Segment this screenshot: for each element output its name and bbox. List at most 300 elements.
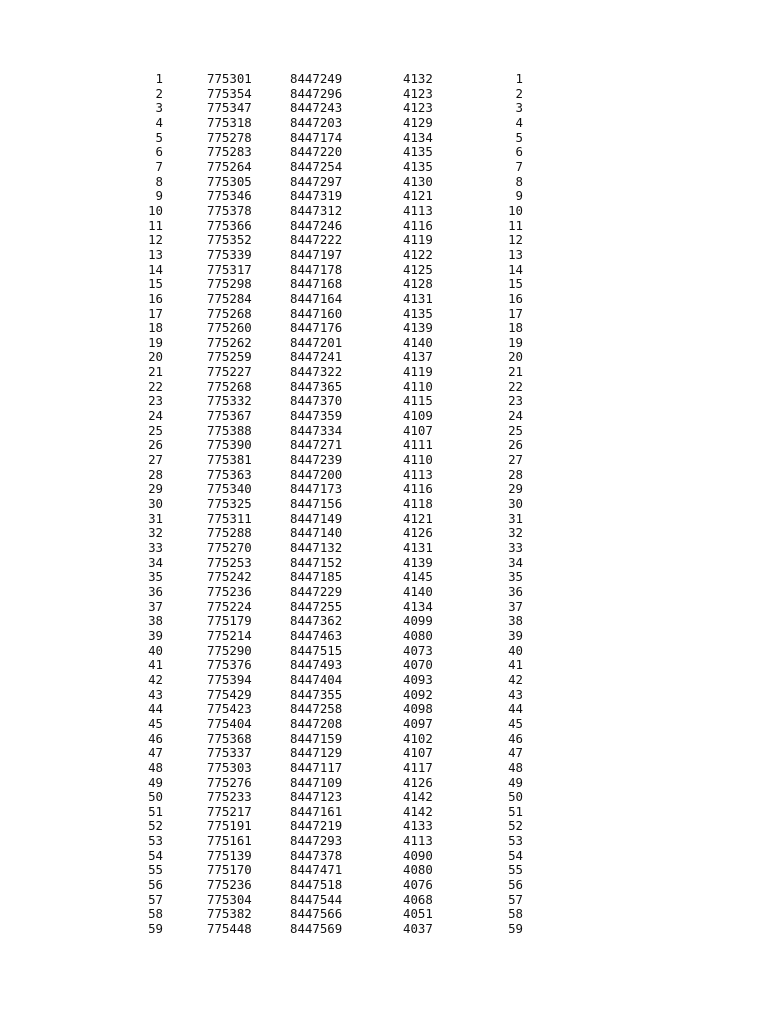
row-index-right: 59	[508, 921, 523, 937]
table-row	[0, 585, 768, 600]
col-value-c: 4107	[403, 422, 433, 438]
row-index: 10	[148, 202, 163, 218]
row-index: 14	[148, 261, 163, 277]
col-value-c: 4110	[403, 378, 433, 394]
row-index-right: 35	[508, 569, 523, 585]
col-value-a: 775270	[207, 540, 252, 555]
col-value-b: 8447515	[290, 642, 343, 658]
row-index: 12	[148, 232, 163, 248]
col-value-c: 4125	[403, 261, 433, 277]
col-value-a: 775404	[207, 715, 252, 731]
row-index: 50	[148, 789, 163, 805]
table-row	[0, 131, 768, 146]
table-row	[0, 482, 768, 497]
col-value-a: 775346	[207, 188, 252, 204]
col-value-c: 4132	[403, 71, 433, 86]
row-index-right: 16	[508, 290, 523, 306]
table-row	[0, 922, 768, 937]
col-value-a: 775366	[207, 217, 252, 233]
col-value-b: 8447176	[290, 320, 343, 336]
row-index: 23	[148, 393, 163, 409]
row-index: 37	[148, 598, 163, 614]
table-row	[0, 834, 768, 849]
col-value-c: 4139	[403, 320, 433, 336]
col-value-b: 8447569	[290, 921, 343, 937]
table-row	[0, 644, 768, 659]
row-index-right: 34	[508, 554, 523, 570]
table-row	[0, 805, 768, 820]
table-row	[0, 878, 768, 893]
col-value-c: 4093	[403, 671, 433, 687]
col-value-b: 8447185	[290, 569, 343, 585]
col-value-a: 775253	[207, 554, 252, 570]
col-value-b: 8447312	[290, 202, 343, 218]
table-row	[0, 248, 768, 263]
row-index-right: 23	[508, 393, 523, 409]
row-index: 35	[148, 569, 163, 585]
table-row	[0, 409, 768, 424]
col-value-a: 775268	[207, 305, 252, 321]
table-row	[0, 600, 768, 615]
col-value-a: 775276	[207, 774, 252, 790]
col-value-b: 8447463	[290, 627, 343, 643]
col-value-b: 8447168	[290, 276, 343, 292]
row-index: 21	[148, 364, 163, 380]
col-value-c: 4073	[403, 642, 433, 658]
col-value-b: 8447219	[290, 818, 343, 834]
col-value-a: 775339	[207, 246, 252, 262]
col-value-c: 4111	[403, 437, 433, 453]
row-index: 27	[148, 452, 163, 468]
row-index-right: 42	[508, 671, 523, 687]
col-value-a: 775283	[207, 144, 252, 160]
row-index: 3	[155, 100, 163, 116]
row-index: 36	[148, 583, 163, 599]
table-row	[0, 263, 768, 278]
col-value-a: 775290	[207, 642, 252, 658]
row-index: 4	[155, 114, 163, 130]
col-value-b: 8447296	[290, 85, 343, 101]
col-value-b: 8447255	[290, 598, 343, 614]
table-row	[0, 175, 768, 190]
row-index: 38	[148, 613, 163, 629]
row-index-right: 40	[508, 642, 523, 658]
col-value-b: 8447229	[290, 583, 343, 599]
col-value-b: 8447152	[290, 554, 343, 570]
col-value-a: 775191	[207, 818, 252, 834]
row-index-right: 25	[508, 422, 523, 438]
col-value-b: 8447208	[290, 715, 343, 731]
row-index: 11	[148, 217, 163, 233]
row-index-right: 43	[508, 686, 523, 702]
table-row	[0, 72, 768, 87]
col-value-c: 4109	[403, 408, 433, 424]
table-row	[0, 893, 768, 908]
row-index: 30	[148, 496, 163, 512]
col-value-c: 4116	[403, 217, 433, 233]
row-index: 22	[148, 378, 163, 394]
col-value-a: 775367	[207, 408, 252, 424]
table-row	[0, 497, 768, 512]
col-value-a: 775259	[207, 349, 252, 365]
row-index-right: 44	[508, 701, 523, 717]
table-row	[0, 350, 768, 365]
row-index: 51	[148, 803, 163, 819]
row-index-right: 47	[508, 745, 523, 761]
row-index-right: 22	[508, 378, 523, 394]
table-row	[0, 717, 768, 732]
table-row	[0, 614, 768, 629]
col-value-c: 4115	[403, 393, 433, 409]
table-row	[0, 101, 768, 116]
table-row	[0, 394, 768, 409]
table-row	[0, 790, 768, 805]
col-value-c: 4128	[403, 276, 433, 292]
col-value-b: 8447254	[290, 158, 343, 174]
col-value-b: 8447322	[290, 364, 343, 380]
row-index-right: 52	[508, 818, 523, 834]
col-value-b: 8447197	[290, 246, 343, 262]
col-value-b: 8447174	[290, 129, 343, 145]
table-row	[0, 688, 768, 703]
row-index: 18	[148, 320, 163, 336]
row-index-right: 17	[508, 305, 523, 321]
table-row	[0, 424, 768, 439]
col-value-b: 8447129	[290, 745, 343, 761]
table-row	[0, 629, 768, 644]
row-index-right: 12	[508, 232, 523, 248]
row-index-right: 28	[508, 466, 523, 482]
row-index-right: 18	[508, 320, 523, 336]
col-value-a: 775304	[207, 891, 252, 907]
col-value-a: 775301	[207, 71, 252, 86]
table-row	[0, 761, 768, 776]
col-value-c: 4116	[403, 481, 433, 497]
row-index-right: 32	[508, 525, 523, 541]
col-value-b: 8447203	[290, 114, 343, 130]
row-index: 15	[148, 276, 163, 292]
table-row	[0, 907, 768, 922]
row-index: 8	[155, 173, 163, 189]
col-value-b: 8447149	[290, 510, 343, 526]
table-row	[0, 292, 768, 307]
row-index-right: 54	[508, 847, 523, 863]
col-value-c: 4119	[403, 232, 433, 248]
row-index-right: 33	[508, 540, 523, 555]
col-value-b: 8447359	[290, 408, 343, 424]
col-value-a: 775284	[207, 290, 252, 306]
col-value-b: 8447109	[290, 774, 343, 790]
row-index-right: 41	[508, 657, 523, 673]
table-row	[0, 204, 768, 219]
col-value-b: 8447362	[290, 613, 343, 629]
col-value-a: 775317	[207, 261, 252, 277]
col-value-c: 4135	[403, 305, 433, 321]
col-value-c: 4126	[403, 774, 433, 790]
col-value-c: 4113	[403, 202, 433, 218]
row-index-right: 21	[508, 364, 523, 380]
row-index-right: 15	[508, 276, 523, 292]
table-row	[0, 438, 768, 453]
table-row	[0, 336, 768, 351]
col-value-a: 775394	[207, 671, 252, 687]
col-value-a: 775236	[207, 877, 252, 893]
col-value-c: 4090	[403, 847, 433, 863]
col-value-a: 775264	[207, 158, 252, 174]
col-value-c: 4131	[403, 290, 433, 306]
row-index: 42	[148, 671, 163, 687]
col-value-c: 4142	[403, 789, 433, 805]
table-row	[0, 365, 768, 380]
col-value-b: 8447117	[290, 759, 343, 775]
col-value-c: 4037	[403, 921, 433, 937]
row-index-right: 29	[508, 481, 523, 497]
table-row	[0, 863, 768, 878]
col-value-c: 4129	[403, 114, 433, 130]
row-index: 5	[155, 129, 163, 145]
row-index-right: 3	[515, 100, 523, 116]
col-value-a: 775368	[207, 730, 252, 746]
col-value-c: 4080	[403, 627, 433, 643]
col-value-c: 4126	[403, 525, 433, 541]
table-row	[0, 321, 768, 336]
row-index: 1	[155, 71, 163, 86]
col-value-c: 4117	[403, 759, 433, 775]
table-row	[0, 702, 768, 717]
table-row	[0, 819, 768, 834]
table-row	[0, 526, 768, 541]
col-value-c: 4140	[403, 583, 433, 599]
col-value-a: 775305	[207, 173, 252, 189]
row-index: 24	[148, 408, 163, 424]
col-value-a: 775139	[207, 847, 252, 863]
col-value-c: 4140	[403, 334, 433, 350]
col-value-a: 775354	[207, 85, 252, 101]
row-index-right: 10	[508, 202, 523, 218]
col-value-c: 4134	[403, 129, 433, 145]
table-row	[0, 116, 768, 131]
row-index-right: 27	[508, 452, 523, 468]
row-index-right: 24	[508, 408, 523, 424]
col-value-b: 8447222	[290, 232, 343, 248]
row-index: 32	[148, 525, 163, 541]
col-value-a: 775390	[207, 437, 252, 453]
col-value-b: 8447178	[290, 261, 343, 277]
table-row	[0, 277, 768, 292]
col-value-b: 8447319	[290, 188, 343, 204]
col-value-b: 8447518	[290, 877, 343, 893]
row-index: 2	[155, 85, 163, 101]
table-row	[0, 541, 768, 556]
row-index: 41	[148, 657, 163, 673]
col-value-b: 8447355	[290, 686, 343, 702]
col-value-a: 775242	[207, 569, 252, 585]
col-value-c: 4051	[403, 906, 433, 922]
row-index-right: 50	[508, 789, 523, 805]
col-value-a: 775268	[207, 378, 252, 394]
col-value-b: 8447370	[290, 393, 343, 409]
row-index-right: 58	[508, 906, 523, 922]
col-value-a: 775311	[207, 510, 252, 526]
col-value-a: 775363	[207, 466, 252, 482]
row-index-right: 31	[508, 510, 523, 526]
col-value-c: 4130	[403, 173, 433, 189]
col-value-a: 775303	[207, 759, 252, 775]
table-row	[0, 145, 768, 160]
col-value-a: 775388	[207, 422, 252, 438]
col-value-c: 4098	[403, 701, 433, 717]
col-value-b: 8447271	[290, 437, 343, 453]
table-row	[0, 556, 768, 571]
row-index-right: 2	[515, 85, 523, 101]
row-index-right: 36	[508, 583, 523, 599]
col-value-b: 8447544	[290, 891, 343, 907]
col-value-a: 775224	[207, 598, 252, 614]
table-row	[0, 468, 768, 483]
row-index: 58	[148, 906, 163, 922]
col-value-a: 775214	[207, 627, 252, 643]
row-index: 53	[148, 833, 163, 849]
row-index: 16	[148, 290, 163, 306]
col-value-c: 4135	[403, 158, 433, 174]
table-row	[0, 380, 768, 395]
row-index-right: 48	[508, 759, 523, 775]
row-index-right: 6	[515, 144, 523, 160]
col-value-b: 8447123	[290, 789, 343, 805]
table-row	[0, 746, 768, 761]
col-value-a: 775352	[207, 232, 252, 248]
col-value-c: 4121	[403, 188, 433, 204]
row-index: 6	[155, 144, 163, 160]
col-value-a: 775340	[207, 481, 252, 497]
col-value-b: 8447246	[290, 217, 343, 233]
row-index-right: 14	[508, 261, 523, 277]
row-index: 25	[148, 422, 163, 438]
col-value-c: 4139	[403, 554, 433, 570]
row-index-right: 8	[515, 173, 523, 189]
col-value-c: 4137	[403, 349, 433, 365]
table-row	[0, 849, 768, 864]
col-value-b: 8447239	[290, 452, 343, 468]
row-index: 45	[148, 715, 163, 731]
table-row	[0, 87, 768, 102]
row-index-right: 20	[508, 349, 523, 365]
col-value-a: 775236	[207, 583, 252, 599]
row-index: 43	[148, 686, 163, 702]
col-value-a: 775332	[207, 393, 252, 409]
row-index-right: 1	[515, 71, 523, 86]
col-value-a: 775170	[207, 862, 252, 878]
col-value-b: 8447404	[290, 671, 343, 687]
col-value-c: 4097	[403, 715, 433, 731]
col-value-a: 775448	[207, 921, 252, 937]
col-value-b: 8447566	[290, 906, 343, 922]
col-value-b: 8447365	[290, 378, 343, 394]
row-index: 7	[155, 158, 163, 174]
row-index: 49	[148, 774, 163, 790]
col-value-c: 4092	[403, 686, 433, 702]
row-index: 55	[148, 862, 163, 878]
row-index: 33	[148, 540, 163, 555]
col-value-a: 775381	[207, 452, 252, 468]
row-index: 54	[148, 847, 163, 863]
col-value-b: 8447258	[290, 701, 343, 717]
col-value-c: 4135	[403, 144, 433, 160]
col-value-b: 8447334	[290, 422, 343, 438]
col-value-a: 775227	[207, 364, 252, 380]
col-value-c: 4121	[403, 510, 433, 526]
col-value-c: 4076	[403, 877, 433, 893]
row-index: 34	[148, 554, 163, 570]
table-row	[0, 658, 768, 673]
col-value-c: 4113	[403, 833, 433, 849]
col-value-b: 8447164	[290, 290, 343, 306]
row-index: 52	[148, 818, 163, 834]
col-value-c: 4099	[403, 613, 433, 629]
col-value-a: 775376	[207, 657, 252, 673]
col-value-a: 775325	[207, 496, 252, 512]
table-row	[0, 453, 768, 468]
table-row	[0, 732, 768, 747]
col-value-c: 4119	[403, 364, 433, 380]
row-index: 44	[148, 701, 163, 717]
row-index-right: 46	[508, 730, 523, 746]
col-value-a: 775179	[207, 613, 252, 629]
col-value-c: 4142	[403, 803, 433, 819]
col-value-b: 8447132	[290, 540, 343, 555]
table-row	[0, 776, 768, 791]
col-value-a: 775260	[207, 320, 252, 336]
row-index-right: 13	[508, 246, 523, 262]
col-value-c: 4134	[403, 598, 433, 614]
row-index: 48	[148, 759, 163, 775]
col-value-b: 8447173	[290, 481, 343, 497]
row-index: 59	[148, 921, 163, 937]
row-index: 17	[148, 305, 163, 321]
col-value-c: 4107	[403, 745, 433, 761]
col-value-a: 775318	[207, 114, 252, 130]
table-row	[0, 512, 768, 527]
col-value-b: 8447159	[290, 730, 343, 746]
col-value-c: 4102	[403, 730, 433, 746]
col-value-c: 4131	[403, 540, 433, 555]
col-value-b: 8447200	[290, 466, 343, 482]
col-value-b: 8447161	[290, 803, 343, 819]
row-index-right: 11	[508, 217, 523, 233]
col-value-a: 775347	[207, 100, 252, 116]
table-row	[0, 160, 768, 175]
col-value-a: 775378	[207, 202, 252, 218]
data-table	[0, 72, 768, 937]
col-value-c: 4070	[403, 657, 433, 673]
table-row	[0, 189, 768, 204]
row-index: 31	[148, 510, 163, 526]
row-index-right: 39	[508, 627, 523, 643]
row-index-right: 45	[508, 715, 523, 731]
col-value-a: 775278	[207, 129, 252, 145]
col-value-b: 8447140	[290, 525, 343, 541]
row-index: 20	[148, 349, 163, 365]
col-value-c: 4113	[403, 466, 433, 482]
table-row	[0, 219, 768, 234]
col-value-a: 775217	[207, 803, 252, 819]
row-index: 46	[148, 730, 163, 746]
col-value-b: 8447243	[290, 100, 343, 116]
col-value-b: 8447378	[290, 847, 343, 863]
col-value-b: 8447220	[290, 144, 343, 160]
col-value-b: 8447201	[290, 334, 343, 350]
col-value-a: 775161	[207, 833, 252, 849]
